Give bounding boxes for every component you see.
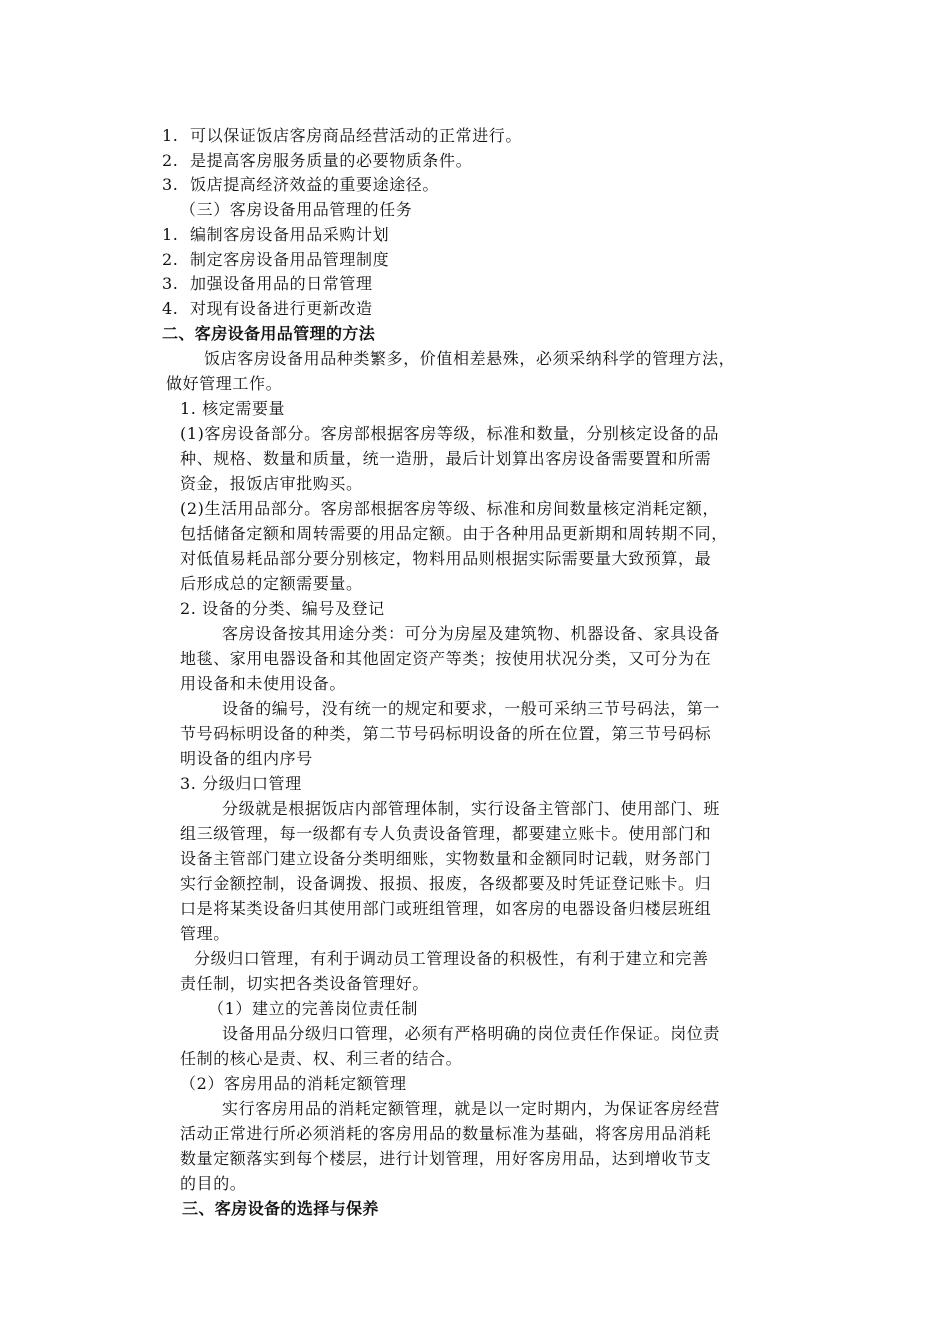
list-item <box>162 272 373 297</box>
paragraph-line: 地毯、家用电器设备和其他固定资产等类；按使用状况分类，又可分为在 <box>180 649 712 668</box>
list-text: 对现有设备进行更新改造 <box>190 299 373 318</box>
paragraph-line: 种、规格、数量和质量，统一造册，最后计划算出客房设备需要置和所需 <box>180 449 712 468</box>
paragraph-line: (2)生活用品部分。客房部根据客房等级、标准和房间数量核定消耗定额， <box>180 499 720 518</box>
paragraph-line: 分级就是根据饭店内部管理体制，实行设备主管部门、使用部门、班 <box>222 799 721 818</box>
list-text: 是提高客房服务质量的必要物质条件。 <box>190 151 473 170</box>
section-heading: 二、客房设备用品管理的方法 <box>162 324 376 343</box>
list-item <box>162 297 373 322</box>
paragraph-line: 做好管理工作。 <box>166 374 283 393</box>
paragraph-line: 后形成总的定额需要量。 <box>180 574 363 593</box>
subsection-heading: 2. 设备的分类、编号及登记 <box>180 599 385 618</box>
paragraph-line: 资金，报饭店审批购买。 <box>180 474 363 493</box>
paragraph-line: 对低值易耗品部分要分别核定，物料用品则根据实际需要量大致预算，最 <box>180 549 712 568</box>
paragraph-line: 数量定额落实到每个楼层，进行计划管理，用好客房用品，达到增收节支 <box>180 1149 712 1168</box>
subsection-heading: 1. 核定需要量 <box>180 399 286 418</box>
list-item <box>162 124 522 149</box>
paragraph-line: 设备主管部门建立设备分类明细账，实物数量和金额同时记载，财务部门 <box>180 849 712 868</box>
list-number: 2. <box>162 151 179 170</box>
list-text: 饭店提高经济效益的重要途途径。 <box>190 175 440 194</box>
list-item <box>162 248 389 273</box>
list-number: 3. <box>162 274 179 293</box>
paragraph-line: 口是将某类设备归其使用部门或班组管理，如客房的电器设备归楼层班组 <box>180 899 712 918</box>
section-heading: 三、客房设备的选择与保养 <box>182 1199 379 1218</box>
paragraph-line: 的目的。 <box>180 1174 247 1193</box>
subsection-heading: （2）客房用品的消耗定额管理 <box>180 1074 407 1093</box>
list-item <box>162 223 389 248</box>
paragraph-line: 活动正常进行所必须消耗的客房用品的数量标准为基础，将客房用品消耗 <box>180 1124 712 1143</box>
paragraph-line: 用设备和未使用设备。 <box>180 674 347 693</box>
paragraph-line: 实行客房用品的消耗定额管理，就是以一定时期内，为保证客房经营 <box>222 1099 721 1118</box>
paragraph-line: 分级归口管理，有利于调动员工管理设备的积极性，有利于建立和完善 <box>194 949 709 968</box>
paragraph-line: (1)客房设备部分。客房部根据客房等级，标准和数量，分别核定设备的品 <box>180 424 720 443</box>
paragraph-line: 客房设备按其用途分类：可分为房屋及建筑物、机器设备、家具设备 <box>222 624 721 643</box>
paragraph-line: 包括储备定额和周转需要的用品定额。由于各种用品更新期和周转期不同， <box>180 524 728 543</box>
list-item <box>162 173 439 198</box>
paragraph-line: 设备的编号，没有统一的规定和要求，一般可采纳三节号码法，第一 <box>222 699 721 718</box>
paragraph-line: 责任制，切实把各类设备管理好。 <box>180 974 430 993</box>
paragraph-line: 设备用品分级归口管理，必须有严格明确的岗位责任作保证。岗位责 <box>222 1024 721 1043</box>
paragraph-line: 管理。 <box>180 924 230 943</box>
list-number: 3. <box>162 175 179 194</box>
list-number: 1. <box>162 225 179 244</box>
subsection-heading: （1）建立的完善岗位责任制 <box>208 999 418 1018</box>
paragraph-line: 饭店客房设备用品种类繁多，价值相差悬殊，必须采纳科学的管理方法， <box>204 349 736 368</box>
list-text: 编制客房设备用品采购计划 <box>190 225 390 244</box>
paragraph-line: 组三级管理，每一级都有专人负责设备管理，都要建立账卡。使用部门和 <box>180 824 712 843</box>
paragraph-line: 任制的核心是责、权、利三者的结合。 <box>180 1049 463 1068</box>
list-text: 可以保证饭店客房商品经营活动的正常进行。 <box>190 126 523 145</box>
list-text: 制定客房设备用品管理制度 <box>190 250 390 269</box>
subsection-heading: 3. 分级归口管理 <box>180 774 302 793</box>
list-item <box>162 149 472 174</box>
list-text: 加强设备用品的日常管理 <box>190 274 373 293</box>
paragraph-line: 节号码标明设备的种类，第二节号码标明设备的所在位置，第三节号码标 <box>180 724 712 743</box>
paragraph-line: 明设备的组内序号 <box>180 749 313 768</box>
list-number: 4. <box>162 299 179 318</box>
section-subheading: （三）客房设备用品管理的任务 <box>180 200 413 219</box>
list-number: 2. <box>162 250 179 269</box>
list-number: 1. <box>162 126 179 145</box>
paragraph-line: 实行金额控制，设备调拨、报损、报废，各级都要及时凭证登记账卡。归 <box>180 874 712 893</box>
